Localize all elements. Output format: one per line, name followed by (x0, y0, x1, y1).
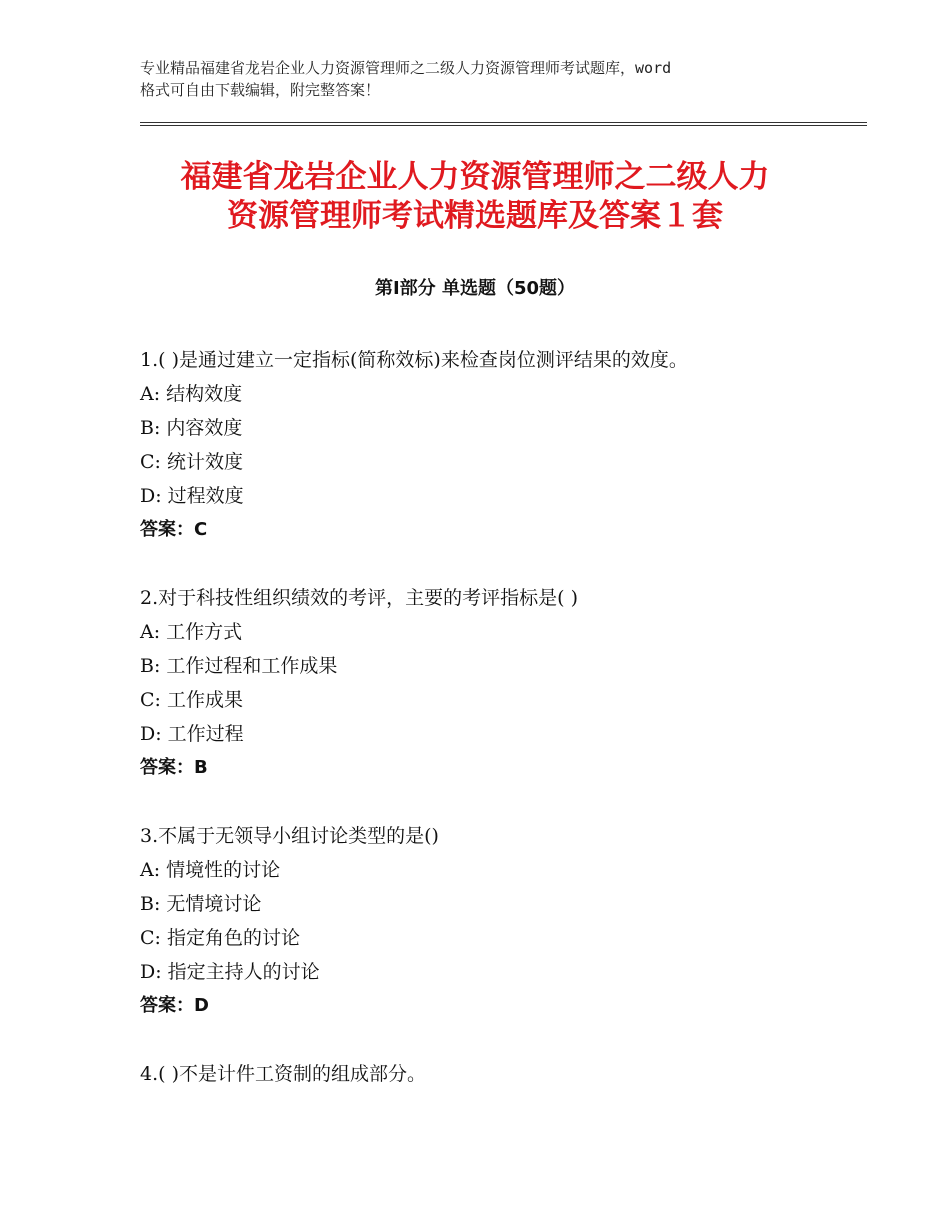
question-4 (140, 1057, 860, 1091)
option-b: B: 工作过程和工作成果 (140, 655, 338, 677)
document-title-line-1: 福建省龙岩企业人力资源管理师之二级人力 (180, 159, 770, 195)
question-1 (140, 343, 860, 547)
option-b: B: 内容效度 (140, 417, 243, 439)
option-a: A: 工作方式 (140, 621, 243, 643)
document-title-line-2: 资源管理师考试精选题库及答案１套 (227, 198, 723, 234)
header-note (140, 57, 820, 101)
document-title (60, 158, 890, 236)
section-heading: 第Ⅰ部分 单选题（50题） (374, 278, 575, 299)
header-divider-bottom (140, 125, 867, 126)
header-divider-top (140, 122, 867, 123)
question-stem: 2.对于科技性组织绩效的考评，主要的考评指标是( ) (140, 587, 578, 609)
option-b: B: 无情境讨论 (140, 893, 262, 915)
option-a: A: 情境性的讨论 (140, 859, 281, 881)
header-note-line-1: 专业精品福建省龙岩企业人力资源管理师之二级人力资源管理师考试题库，word (140, 59, 672, 77)
question-stem: 1.( )是通过建立一定指标(简称效标)来检查岗位测评结果的效度。 (140, 349, 688, 371)
option-d: D: 指定主持人的讨论 (140, 961, 320, 983)
option-c: C: 统计效度 (140, 451, 243, 473)
question-2 (140, 581, 860, 785)
answer: 答案：C (140, 519, 208, 540)
question-stem: 4.( )不是计件工资制的组成部分。 (140, 1063, 426, 1085)
option-a: A: 结构效度 (140, 383, 243, 405)
option-d: D: 工作过程 (140, 723, 244, 745)
question-list (140, 343, 860, 1125)
question-stem: 3.不属于无领导小组讨论类型的是() (140, 825, 439, 847)
answer: 答案：B (140, 757, 208, 778)
option-c: C: 指定角色的讨论 (140, 927, 300, 949)
option-d: D: 过程效度 (140, 485, 244, 507)
header-note-line-2: 格式可自由下载编辑，附完整答案！ (140, 81, 381, 99)
option-c: C: 工作成果 (140, 689, 243, 711)
question-3 (140, 819, 860, 1023)
answer: 答案：D (140, 995, 209, 1016)
